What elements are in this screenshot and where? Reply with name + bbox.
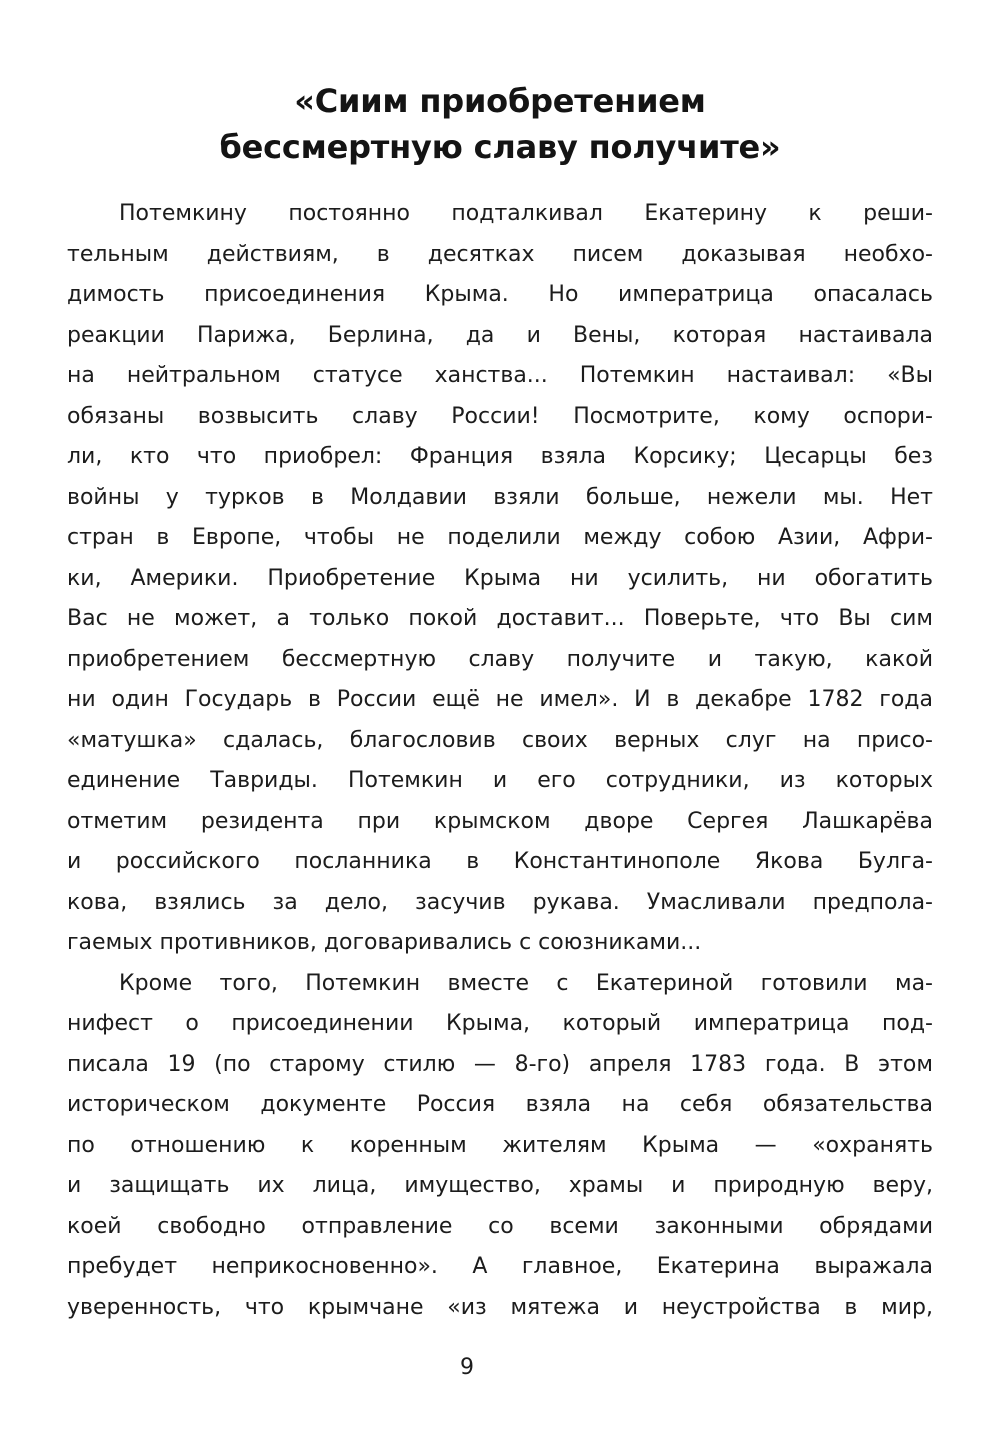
text-line: гаемых противников, договаривались с союзниками... xyxy=(67,930,702,955)
chapter-title xyxy=(0,78,1000,170)
text-line: уверенность, что крымчане «из мятежа и неустройства в мир, xyxy=(67,1294,933,1320)
text-line: отметим резидента при крымском дворе Сергея Лашкарёва xyxy=(67,808,933,834)
paragraph-2 xyxy=(67,964,933,1329)
text-line: «матушка» сдалась, благословив своих верных слуг на присо- xyxy=(67,727,933,753)
text-line: ки, Америки. Приобретение Крыма ни усилить, ни обогатить xyxy=(67,565,933,591)
paragraph-1 xyxy=(67,194,933,964)
text-line: Потемкину постоянно подталкивал Екатерину к реши- xyxy=(119,201,933,226)
chapter-title-line-2: бессмертную славу получите» xyxy=(219,128,781,166)
text-line: стран в Европе, чтобы не поделили между собою Азии, Афри- xyxy=(67,525,933,550)
text-line: на нейтральном статусе ханства... Потемкин настаивал: «Вы xyxy=(67,363,933,388)
chapter-title-line-1: «Сиим приобретением xyxy=(294,82,706,120)
text-line: обязаны возвысить славу России! Посмотрите, кому оспори- xyxy=(67,403,933,429)
text-line: приобретением бессмертную славу получите и такую, какой xyxy=(67,646,933,672)
text-line: войны у турков в Молдавии взяли больше, нежели мы. Нет xyxy=(67,484,933,510)
text-line: реакции Парижа, Берлина, да и Вены, которая настаивала xyxy=(67,322,933,348)
text-line: единение Тавриды. Потемкин и его сотрудники, из которых xyxy=(67,768,933,793)
body-text xyxy=(67,194,933,1328)
text-line: Кроме того, Потемкин вместе с Екатериной готовили ма- xyxy=(119,970,933,996)
text-line: и российского посланника в Константинополе Якова Булга- xyxy=(67,849,933,874)
text-line: по отношению к коренным жителям Крыма — «охранять xyxy=(67,1132,933,1158)
text-line: нифест о присоединении Крыма, который императрица под- xyxy=(67,1011,933,1036)
page-number: 9 xyxy=(460,1355,474,1380)
text-line: Вас не может, а только покой доставит... Поверьте, что Вы сим xyxy=(67,606,933,631)
text-line: писала 19 (по старому стилю — 8-го) апреля 1783 года. В этом xyxy=(67,1051,933,1077)
text-line: тельным действиям, в десятках писем доказывая необхо- xyxy=(67,241,933,267)
text-line: и защищать их лица, имущество, храмы и природную веру, xyxy=(67,1173,933,1198)
text-line: коей свободно отправление со всеми законными обрядами xyxy=(67,1213,933,1239)
text-line: кова, взялись за дело, засучив рукава. Умасливали предпола- xyxy=(67,889,933,915)
text-line: пребудет неприкосновенно». А главное, Екатерина выражала xyxy=(67,1254,933,1279)
text-line: ли, кто что приобрел: Франция взяла Корсику; Цесарцы без xyxy=(67,444,933,469)
text-line: историческом документе Россия взяла на себя обязательства xyxy=(67,1092,933,1117)
text-line: ни один Государь в России ещё не имел». И в декабре 1782 года xyxy=(67,687,933,712)
text-line: димость присоединения Крыма. Но императрица опасалась xyxy=(67,282,933,307)
